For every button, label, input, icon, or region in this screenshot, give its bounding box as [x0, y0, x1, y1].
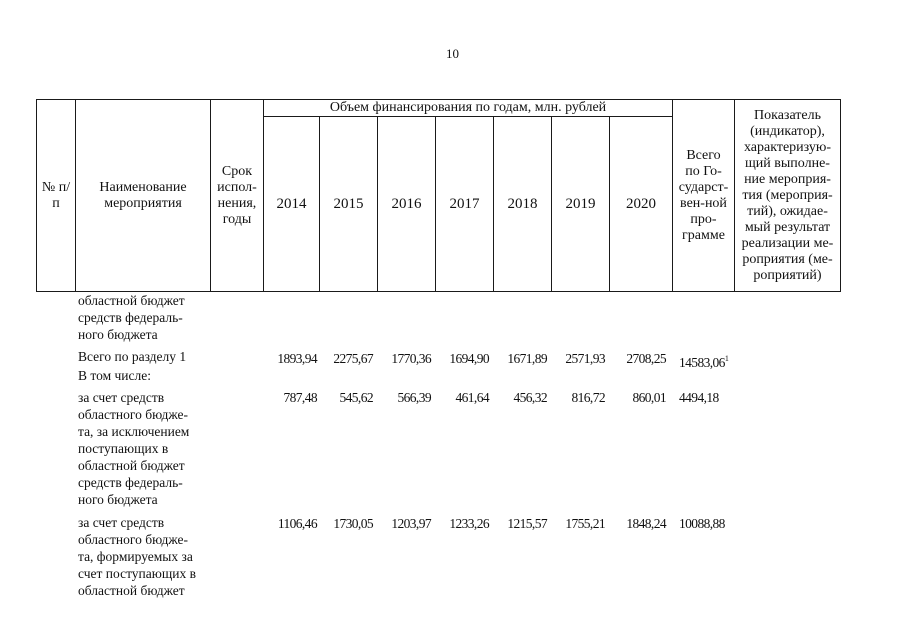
text-line: счет поступающих в — [78, 566, 196, 581]
regional-2018: 456,32 — [513, 390, 547, 405]
federal-funds-text — [78, 514, 218, 599]
section-total-2020: 2708,25 — [626, 351, 666, 366]
text-line: областной бюджет — [78, 293, 185, 308]
text-line: средств федераль- — [78, 310, 183, 325]
header-cell-year: 2015 — [333, 196, 364, 212]
header-cell-number: № п/п — [41, 179, 71, 211]
header-cell-year: 2018 — [507, 196, 538, 212]
header-cell-indicator: Показатель (индикатор), характеризую-щий выполне-ние мероприя-тия (мероприя-тий), ожидае-мый результат реализации ме-роприятия (ме-роприятий) — [741, 107, 834, 283]
continuation-text — [78, 292, 218, 343]
header-cell-year: 2017 — [449, 196, 480, 212]
section-total-2017: 1694,90 — [449, 351, 489, 366]
header-cell-year: 2019 — [565, 196, 596, 212]
header-cell-year: 2020 — [626, 196, 656, 212]
text-line: областной бюджет — [78, 583, 185, 598]
regional-sum: 4494,18 — [679, 390, 719, 405]
text-line: ного бюджета — [78, 492, 158, 507]
federal-2015: 1730,05 — [333, 516, 373, 531]
regional-budget-text — [78, 389, 218, 508]
header-cell-year: 2014 — [276, 196, 307, 212]
regional-2016: 566,39 — [397, 390, 431, 405]
regional-2020: 860,01 — [632, 390, 666, 405]
federal-2020: 1848,24 — [626, 516, 666, 531]
text-line: областного бюдже- — [78, 532, 188, 547]
section-total-2016: 1770,36 — [391, 351, 431, 366]
header-cell-total: Всего по Го-сударст-вен-ной про-грамме — [678, 147, 729, 243]
footnote-mark: 1 — [724, 354, 729, 363]
section-total-sum — [672, 350, 749, 371]
including-label: В том числе: — [78, 368, 151, 383]
text-line: областного бюдже- — [78, 407, 188, 422]
page-number: 10 — [446, 46, 459, 61]
text-line: та, формируемых за — [78, 549, 193, 564]
regional-2015: 545,62 — [339, 390, 373, 405]
header-cell-name: Наименование мероприятия — [99, 179, 187, 211]
col-line — [840, 99, 841, 292]
header-cell-term: Срок испол-нения, годы — [217, 163, 257, 227]
regional-2017: 461,64 — [455, 390, 489, 405]
section-total-2018: 1671,89 — [507, 351, 547, 366]
text-line: ного бюджета — [78, 327, 158, 342]
federal-2018: 1215,57 — [507, 516, 547, 531]
regional-2014: 787,48 — [283, 390, 317, 405]
header-cell-year: 2016 — [391, 196, 422, 212]
federal-2016: 1203,97 — [391, 516, 431, 531]
federal-2019: 1755,21 — [565, 516, 605, 531]
text-line: областной бюджет — [78, 458, 185, 473]
text-line: поступающих в — [78, 441, 169, 456]
federal-sum: 10088,88 — [679, 516, 725, 531]
text-line: за счет средств — [78, 390, 165, 405]
section-total-sum-value: 14583,06 — [679, 355, 725, 370]
text-line: средств федераль- — [78, 475, 183, 490]
section-total-2014: 1893,94 — [277, 351, 317, 366]
section-total-label: Всего по разделу 1 — [78, 349, 187, 364]
header-cell-financing: Объем финансирования по годам, млн. рублей — [329, 100, 607, 115]
text-line: за счет средств — [78, 515, 165, 530]
federal-2014: 1106,46 — [277, 516, 317, 531]
section-total-2015: 2275,67 — [333, 351, 373, 366]
section-total-2019: 2571,93 — [565, 351, 605, 366]
text-line: та, за исключением — [78, 424, 190, 439]
federal-2017: 1233,26 — [449, 516, 489, 531]
regional-2019: 816,72 — [571, 390, 605, 405]
